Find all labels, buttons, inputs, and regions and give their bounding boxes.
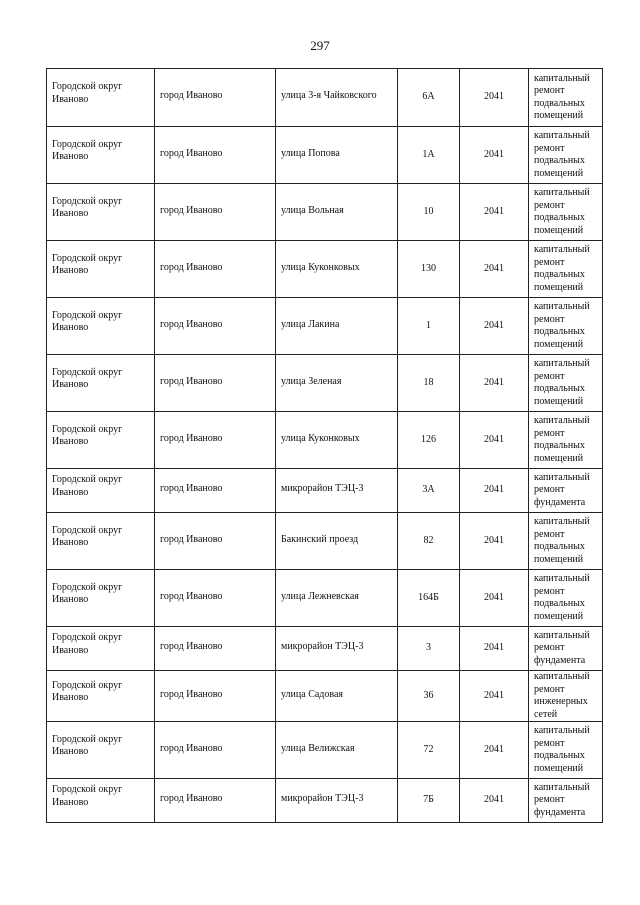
cell-municipal-district: Городской округ Иваново <box>47 355 155 412</box>
table-row <box>47 722 603 779</box>
cell-street: микрорайон ТЭЦ-3 <box>276 627 398 671</box>
cell-settlement: город Иваново <box>155 355 276 412</box>
cell-municipal-district: Городской округ Иваново <box>47 69 155 127</box>
cell-work-type: капитальный ремонт подвальных помещений <box>529 412 603 469</box>
cell-municipal-district: Городской округ Иваново <box>47 627 155 671</box>
cell-street: Бакинский проезд <box>276 513 398 570</box>
cell-street: улица Вольная <box>276 184 398 241</box>
cell-house-number: 164Б <box>398 570 460 627</box>
cell-planned-year: 2041 <box>460 570 529 627</box>
cell-house-number: 10 <box>398 184 460 241</box>
table-row <box>47 355 603 412</box>
table-row <box>47 298 603 355</box>
cell-house-number: 1 <box>398 298 460 355</box>
cell-municipal-district: Городской округ Иваново <box>47 241 155 298</box>
cell-settlement: город Иваново <box>155 69 276 127</box>
cell-settlement: город Иваново <box>155 298 276 355</box>
cell-planned-year: 2041 <box>460 184 529 241</box>
table-row <box>47 69 603 127</box>
table-row <box>47 570 603 627</box>
cell-settlement: город Иваново <box>155 671 276 722</box>
cell-municipal-district: Городской округ Иваново <box>47 570 155 627</box>
cell-work-type: капитальный ремонт подвальных помещений <box>529 184 603 241</box>
table-row <box>47 412 603 469</box>
table-row <box>47 241 603 298</box>
table-row <box>47 469 603 513</box>
cell-planned-year: 2041 <box>460 412 529 469</box>
cell-street: улица 3-я Чайковского <box>276 69 398 127</box>
cell-street: микрорайон ТЭЦ-3 <box>276 779 398 823</box>
table-row <box>47 513 603 570</box>
table-row <box>47 627 603 671</box>
cell-planned-year: 2041 <box>460 671 529 722</box>
cell-planned-year: 2041 <box>460 627 529 671</box>
cell-settlement: город Иваново <box>155 570 276 627</box>
cell-settlement: город Иваново <box>155 722 276 779</box>
cell-street: микрорайон ТЭЦ-3 <box>276 469 398 513</box>
cell-work-type: капитальный ремонт подвальных помещений <box>529 69 603 127</box>
cell-municipal-district: Городской округ Иваново <box>47 298 155 355</box>
cell-work-type: капитальный ремонт фундамента <box>529 779 603 823</box>
cell-planned-year: 2041 <box>460 355 529 412</box>
cell-street: улица Зеленая <box>276 355 398 412</box>
page-number: 297 <box>310 38 330 53</box>
cell-settlement: город Иваново <box>155 627 276 671</box>
cell-municipal-district: Городской округ Иваново <box>47 184 155 241</box>
table-body <box>47 69 603 823</box>
cell-planned-year: 2041 <box>460 298 529 355</box>
cell-planned-year: 2041 <box>460 469 529 513</box>
cell-municipal-district: Городской округ Иваново <box>47 722 155 779</box>
cell-planned-year: 2041 <box>460 127 529 184</box>
cell-house-number: 82 <box>398 513 460 570</box>
cell-settlement: город Иваново <box>155 513 276 570</box>
table-row <box>47 184 603 241</box>
cell-work-type: капитальный ремонт подвальных помещений <box>529 355 603 412</box>
cell-house-number: 6А <box>398 69 460 127</box>
cell-work-type: капитальный ремонт подвальных помещений <box>529 513 603 570</box>
cell-house-number: 18 <box>398 355 460 412</box>
cell-municipal-district: Городской округ Иваново <box>47 412 155 469</box>
cell-house-number: 130 <box>398 241 460 298</box>
cell-municipal-district: Городской округ Иваново <box>47 513 155 570</box>
cell-work-type: капитальный ремонт подвальных помещений <box>529 298 603 355</box>
cell-settlement: город Иваново <box>155 241 276 298</box>
table-row <box>47 127 603 184</box>
cell-planned-year: 2041 <box>460 779 529 823</box>
table-row <box>47 779 603 823</box>
cell-house-number: 3А <box>398 469 460 513</box>
cell-work-type: капитальный ремонт подвальных помещений <box>529 241 603 298</box>
cell-house-number: 36 <box>398 671 460 722</box>
cell-settlement: город Иваново <box>155 469 276 513</box>
cell-planned-year: 2041 <box>460 513 529 570</box>
cell-house-number: 72 <box>398 722 460 779</box>
cell-street: улица Лежневская <box>276 570 398 627</box>
cell-street: улица Лакина <box>276 298 398 355</box>
cell-house-number: 1А <box>398 127 460 184</box>
cell-house-number: 126 <box>398 412 460 469</box>
cell-planned-year: 2041 <box>460 241 529 298</box>
cell-house-number: 7Б <box>398 779 460 823</box>
cell-settlement: город Иваново <box>155 127 276 184</box>
overhaul-register-table <box>46 68 603 823</box>
cell-house-number: 3 <box>398 627 460 671</box>
cell-municipal-district: Городской округ Иваново <box>47 127 155 184</box>
cell-street: улица Куконковых <box>276 241 398 298</box>
cell-work-type: капитальный ремонт подвальных помещений <box>529 570 603 627</box>
cell-street: улица Попова <box>276 127 398 184</box>
cell-municipal-district: Городской округ Иваново <box>47 671 155 722</box>
cell-settlement: город Иваново <box>155 779 276 823</box>
cell-planned-year: 2041 <box>460 69 529 127</box>
cell-work-type: капитальный ремонт фундамента <box>529 627 603 671</box>
cell-settlement: город Иваново <box>155 412 276 469</box>
cell-work-type: капитальный ремонт фундамента <box>529 469 603 513</box>
cell-planned-year: 2041 <box>460 722 529 779</box>
cell-street: улица Садовая <box>276 671 398 722</box>
cell-settlement: город Иваново <box>155 184 276 241</box>
cell-municipal-district: Городской округ Иваново <box>47 779 155 823</box>
table-row <box>47 671 603 722</box>
cell-street: улица Велижская <box>276 722 398 779</box>
cell-municipal-district: Городской округ Иваново <box>47 469 155 513</box>
cell-work-type: капитальный ремонт подвальных помещений <box>529 127 603 184</box>
cell-work-type: капитальный ремонт подвальных помещений <box>529 722 603 779</box>
cell-work-type: капитальный ремонт инженерных сетей <box>529 671 603 722</box>
cell-street: улица Куконковых <box>276 412 398 469</box>
